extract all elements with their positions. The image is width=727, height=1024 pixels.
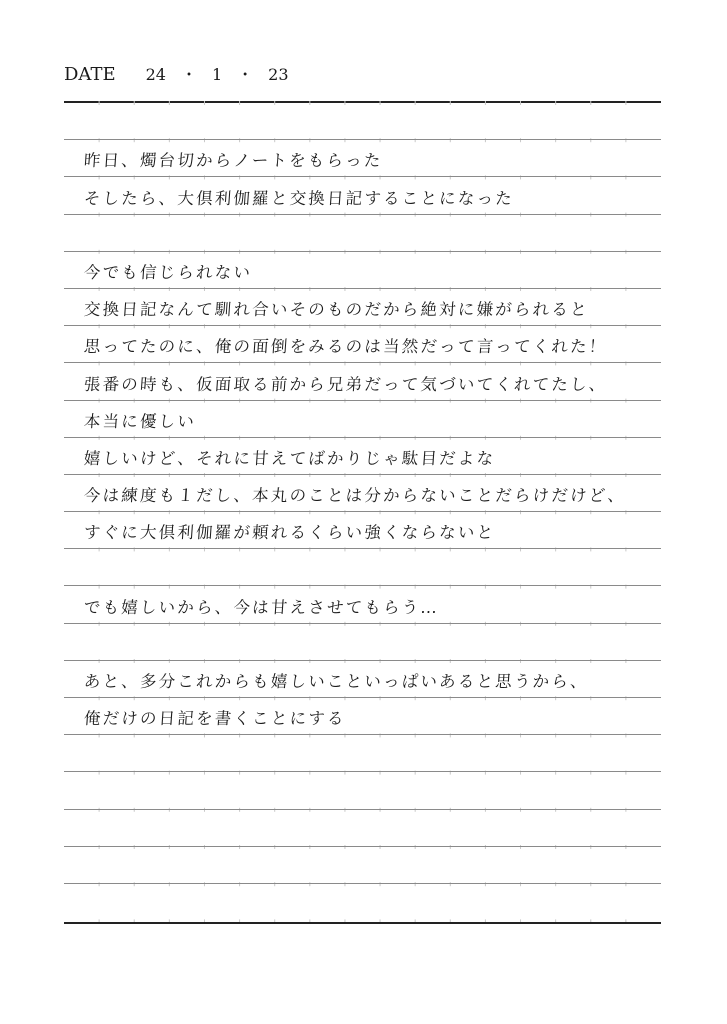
ruled-line xyxy=(64,475,661,512)
ruled-line xyxy=(64,661,661,698)
date-separator: ・ xyxy=(180,65,197,84)
ruled-line xyxy=(64,810,661,847)
ruled-line xyxy=(64,289,661,326)
ruled-line xyxy=(64,326,661,363)
date-label: DATE xyxy=(64,64,116,85)
ruled-line xyxy=(64,512,661,549)
ruled-line xyxy=(64,438,661,475)
ruled-line xyxy=(64,401,661,438)
entry-line-text: 昨日、燭台切からノートをもらった xyxy=(83,151,384,171)
entry-line-text: でも嬉しいから、今は甘えさせてもらう… xyxy=(83,597,440,617)
entry-line-text: 交換日記なんて馴れ合いそのものだから絶対に嫌がられると xyxy=(83,300,590,320)
entry-line-text: 今でも信じられない xyxy=(83,262,253,282)
entry-line-text: 本当に優しい xyxy=(83,411,197,431)
ruled-line xyxy=(64,586,661,623)
date-year: 24 xyxy=(145,65,166,84)
ruled-line xyxy=(64,363,661,400)
ruled-line xyxy=(64,698,661,735)
ruled-line xyxy=(64,140,661,177)
ruled-line xyxy=(64,772,661,809)
date-separator: ・ xyxy=(237,65,254,84)
ruled-line xyxy=(64,252,661,289)
entry-line-text: あと、多分これからも嬉しいこといっぱいあると思うから、 xyxy=(83,672,590,691)
date-day: 23 xyxy=(268,65,289,84)
ruled-line xyxy=(64,847,661,884)
entry-line-text: 今は練度も１だし、本丸のことは分からないことだらけだけど、 xyxy=(83,486,627,506)
entry-line-text: 嬉しいけど、それに甘えてばかりじゃ駄目だよな xyxy=(83,448,496,468)
date-header xyxy=(64,62,289,90)
ruled-line xyxy=(64,549,661,586)
ruled-line xyxy=(64,215,661,252)
ruled-line xyxy=(64,884,661,921)
bottom-rule xyxy=(64,922,661,924)
entry-line-text: 張番の時も、仮面取る前から兄弟だって気づいてくれてたし、 xyxy=(83,374,609,394)
entry-line-text: 俺だけの日記を書くことにする xyxy=(83,709,347,729)
ruled-line xyxy=(64,103,661,140)
ruled-lines xyxy=(64,103,661,921)
entry-line-text: そしたら、大倶利伽羅と交換日記することになった xyxy=(83,188,515,208)
ruled-line xyxy=(64,177,661,214)
entry-line-text: 思ってたのに、俺の面倒をみるのは当然だって言ってくれた！ xyxy=(83,337,609,357)
entry-line-text: すぐに大倶利伽羅が頼れるくらい強くならないと xyxy=(83,523,496,543)
ruled-line xyxy=(64,735,661,772)
date-month: 1 xyxy=(211,65,223,84)
ruled-line xyxy=(64,624,661,661)
